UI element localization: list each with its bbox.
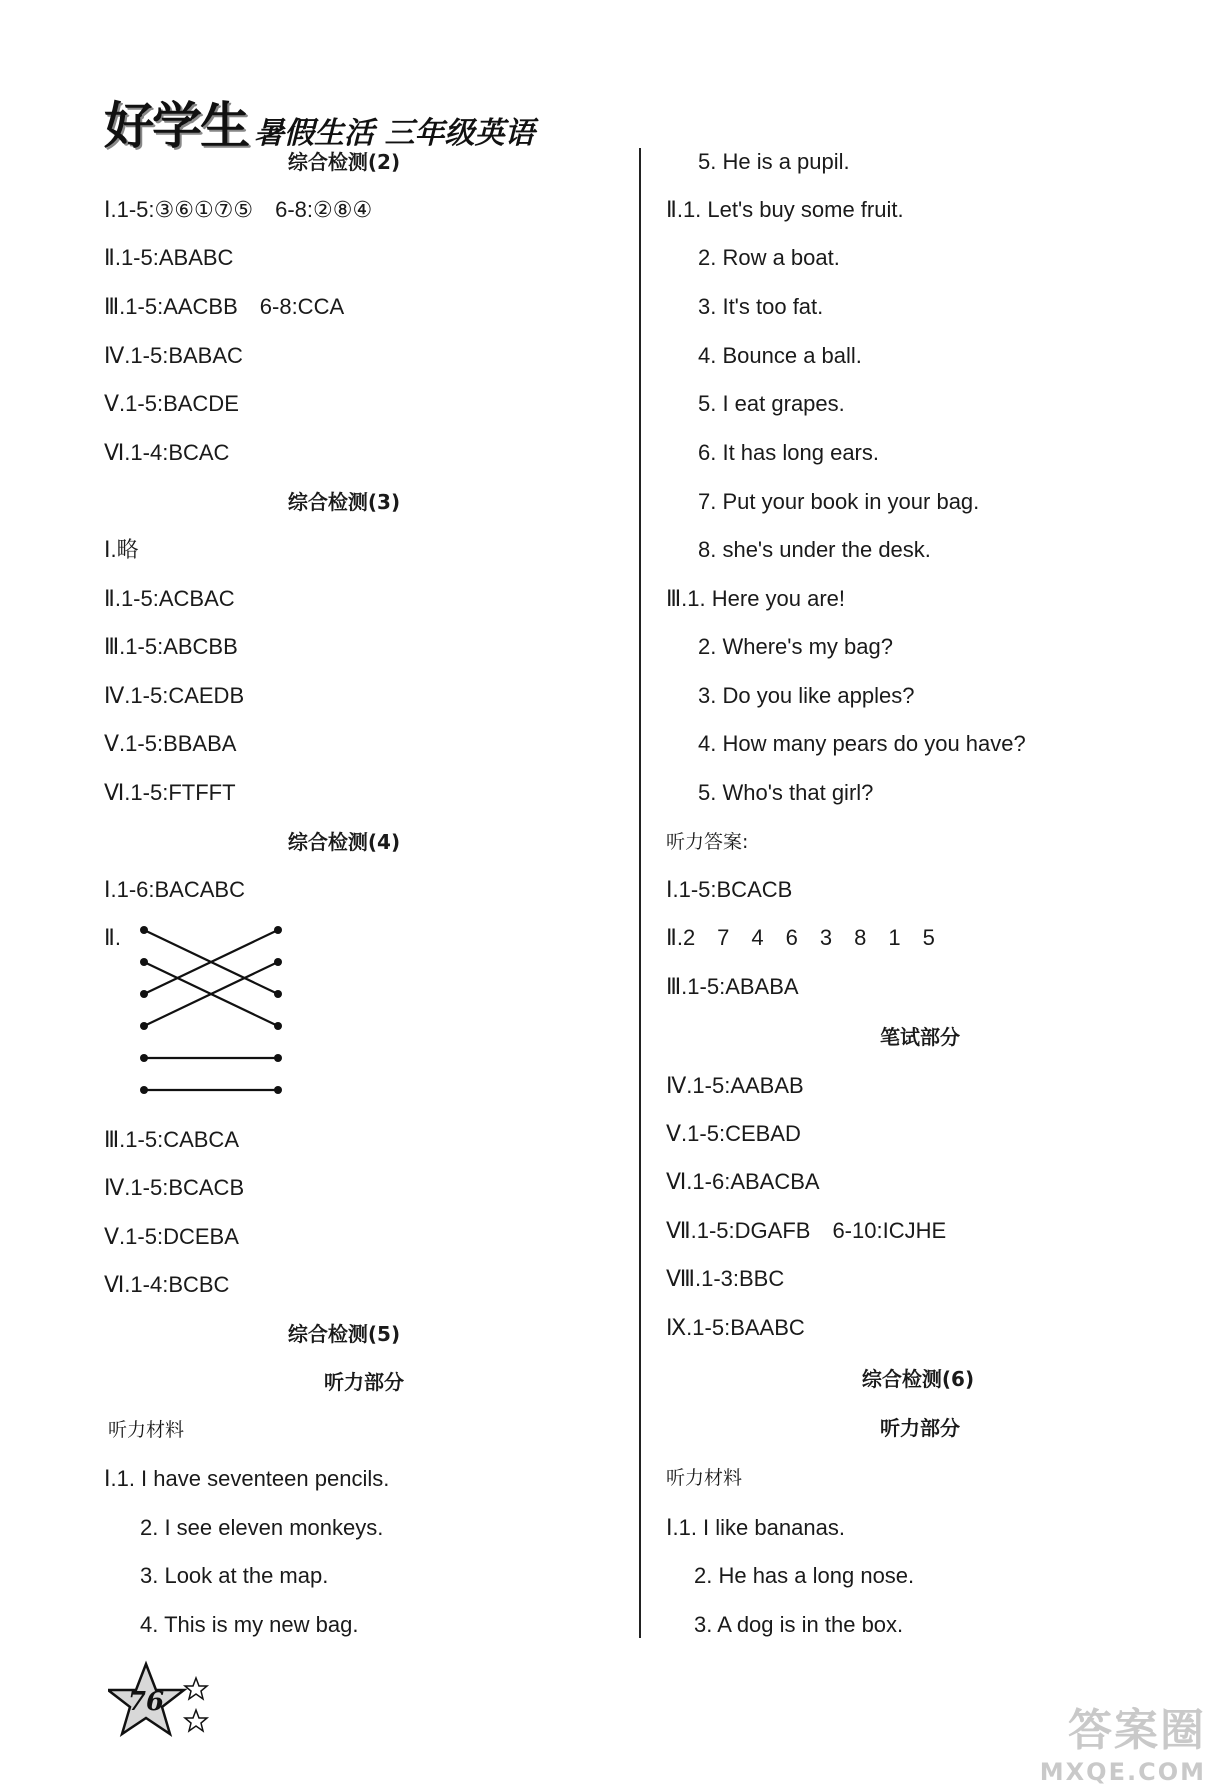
answer-line: Ⅲ.1-5:CABCA: [104, 1127, 239, 1152]
material-label: 听力材料: [108, 1419, 185, 1441]
answer-line: Ⅴ.1-5:BACDE: [104, 391, 239, 416]
answer-line: Ⅴ.1-5:DCEBA: [104, 1224, 239, 1249]
section-title: 综合检测(6): [861, 1367, 975, 1391]
answer-line: Ⅳ.1-5:CAEDB: [104, 683, 245, 708]
answer-line: Ⅴ.1-5:CEBAD: [666, 1121, 801, 1146]
answer-line: Ⅲ.1-5:ABCBB: [104, 634, 238, 659]
answer-line: Ⅲ.1. Here you are!: [666, 586, 846, 611]
header-subtitle: 暑假生活 三年级英语: [254, 116, 535, 151]
answer-line: 4. Bounce a ball.: [698, 343, 862, 368]
section-title: 综合检测(3): [287, 490, 401, 514]
page-number: 76: [127, 1687, 165, 1717]
answer-line: Ⅲ.1-5:ABABA: [666, 974, 799, 999]
answer-line: Ⅱ.1. Let's buy some fruit.: [666, 197, 904, 222]
answer-line: Ⅵ.1-6:ABACBA: [666, 1169, 820, 1194]
page-header: [104, 86, 535, 155]
answer-line: Ⅱ.2 7 4 6 3 8 1 5: [666, 925, 935, 950]
matching-lines-diagram: [136, 910, 296, 1110]
answer-line: 5. He is a pupil.: [698, 149, 850, 174]
small-star-icon: [185, 1678, 207, 1699]
matching-label: Ⅱ.: [104, 925, 121, 950]
answer-line: Ⅰ.略: [104, 537, 139, 562]
answer-line: 3. Look at the map.: [140, 1563, 329, 1588]
answer-line: Ⅰ.1. I have seventeen pencils.: [104, 1466, 390, 1491]
answer-line: 2. Where's my bag?: [698, 634, 893, 659]
answer-line: 5. Who's that girl?: [698, 780, 874, 805]
answer-line: 3. A dog is in the box.: [694, 1612, 904, 1637]
brand-title: 好学生: [104, 97, 248, 155]
answer-line: Ⅱ.1-5:ACBAC: [104, 586, 235, 611]
answer-line: 8. she's under the desk.: [698, 537, 931, 562]
watermark-logo: 答案圈: [1068, 1705, 1206, 1756]
answer-line: 6. It has long ears.: [698, 440, 879, 465]
answer-line: 3. It's too fat.: [698, 294, 824, 319]
answer-line: Ⅵ.1-4:BCAC: [104, 440, 230, 465]
answer-line: Ⅳ.1-5:BABAC: [104, 343, 243, 368]
answer-line: 2. He has a long nose.: [694, 1563, 915, 1588]
answer-line: Ⅸ.1-5:BAABC: [666, 1315, 805, 1340]
page-number-star: [108, 1660, 218, 1750]
answer-line: 4. How many pears do you have?: [698, 731, 1026, 756]
answer-line: Ⅵ.1-4:BCBC: [104, 1272, 230, 1297]
answer-line: Ⅷ.1-3:BBC: [666, 1266, 785, 1291]
answer-line: Ⅵ.1-5:FTFFT: [104, 780, 236, 805]
answer-line: Ⅰ.1-5:BCACB: [666, 877, 793, 902]
answer-line: 5. I eat grapes.: [698, 391, 845, 416]
section-title: 综合检测(2): [287, 150, 401, 174]
answer-line: Ⅰ.1. I like bananas.: [666, 1515, 845, 1540]
material-label: 听力材料: [666, 1467, 743, 1489]
answer-line: 2. Row a boat.: [698, 245, 840, 270]
answer-line: Ⅲ.1-5:AACBB 6-8:CCA: [104, 294, 345, 319]
answer-line: Ⅱ.1-5:ABABC: [104, 245, 234, 270]
subsection-title: 笔试部分: [880, 1025, 960, 1049]
answer-line: Ⅶ.1-5:DGAFB 6-10:ICJHE: [666, 1218, 947, 1243]
answer-line: 4. This is my new bag.: [140, 1612, 359, 1637]
answer-line: 3. Do you like apples?: [698, 683, 915, 708]
answer-line: Ⅰ.1-6:BACABC: [104, 877, 245, 902]
column-divider: [639, 148, 641, 1638]
watermark-url: MXQE.COM: [1039, 1758, 1206, 1786]
answer-line: Ⅰ.1-5:③⑥①⑦⑤ 6-8:②⑧④: [104, 197, 373, 222]
section-title: 综合检测(5): [287, 1322, 401, 1346]
answer-line: 7. Put your book in your bag.: [698, 489, 980, 514]
subsection-title: 听力部分: [324, 1370, 404, 1394]
answer-line: 2. I see eleven monkeys.: [140, 1515, 384, 1540]
section-title: 综合检测(4): [287, 830, 401, 854]
small-star-icon: [185, 1710, 207, 1731]
subsection-title: 听力部分: [880, 1416, 960, 1440]
answer-line: Ⅳ.1-5:BCACB: [104, 1175, 245, 1200]
answers-label: 听力答案:: [666, 831, 749, 853]
answer-line: Ⅴ.1-5:BBABA: [104, 731, 237, 756]
site-watermark: [1040, 1694, 1206, 1786]
answer-line: Ⅳ.1-5:AABAB: [666, 1073, 804, 1098]
